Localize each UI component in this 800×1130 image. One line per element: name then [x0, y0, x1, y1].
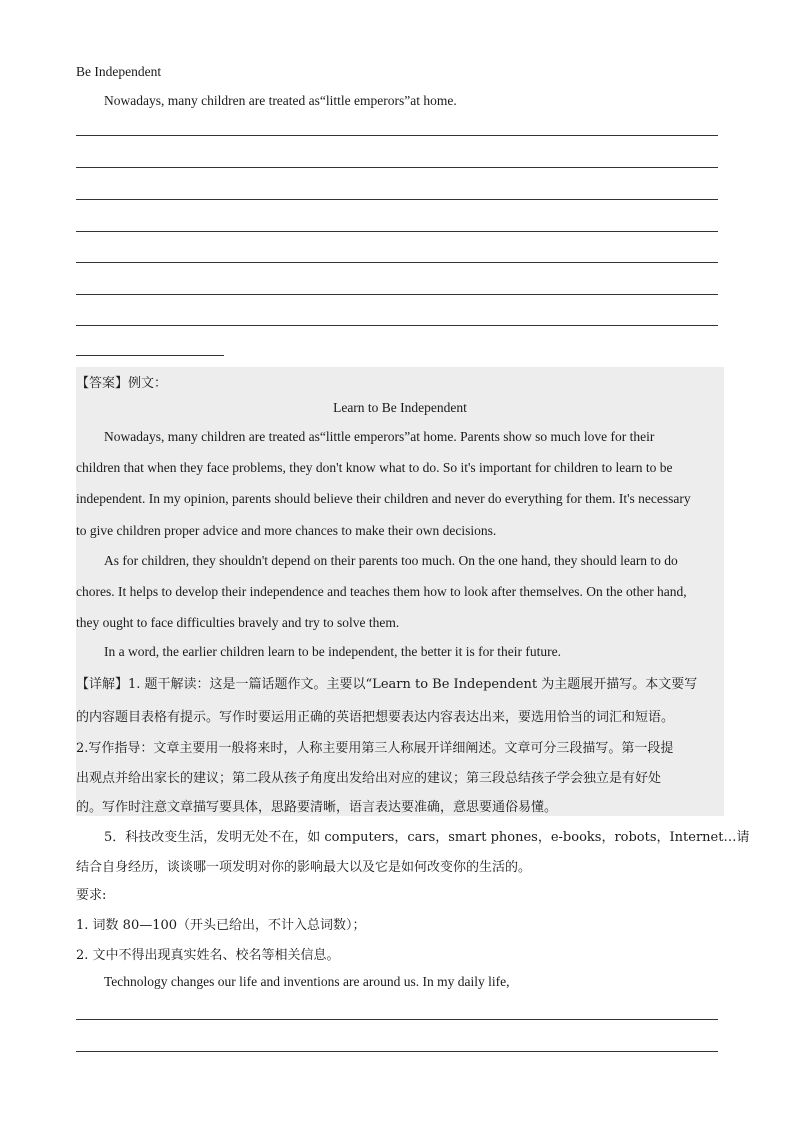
q5-requirement: 2. 文中不得出现真实姓名、校名等相关信息。 [76, 948, 340, 963]
q5-opening: Technology changes our life and inventions are around us. In my daily life, [104, 974, 510, 989]
answer-line [76, 135, 718, 136]
essay-line: to give children proper advice and more chances to make their own decisions. [76, 523, 497, 538]
essay-line: they ought to face difficulties bravely and try to solve them. [76, 615, 400, 630]
answer-label: 【答案】例文： [76, 376, 168, 391]
answer-line-short [76, 355, 224, 356]
essay-line: Nowadays, many children are treated as“little emperors”at home. Parents show so much love for their [104, 429, 655, 444]
answer-line [76, 167, 718, 168]
essay-line: As for children, they shouldn't depend on their parents too much. On the one hand, they should learn to do [104, 553, 678, 568]
q4-opening: Nowadays, many children are treated as“little emperors”at home. [104, 93, 457, 108]
answer-line [76, 325, 718, 326]
essay-line: In a word, the earlier children learn to be independent, the better it is for their future. [104, 644, 561, 659]
q4-title: Be Independent [76, 64, 162, 79]
q5-prompt: 结合自身经历，谈谈哪一项发明对你的影响最大以及它是如何改变你的生活的。 [76, 860, 532, 875]
answer-line [76, 199, 718, 200]
detail-line: 出观点并给出家长的建议；第二段从孩子角度出发给出对应的建议；第三段总结孩子学会独立是有好处 [76, 771, 662, 786]
answer-line [76, 231, 718, 232]
answer-line [76, 1019, 718, 1020]
essay-title: Learn to Be Independent [333, 400, 467, 415]
detail-line: 的内容题目表格有提示。写作时要运用正确的英语把想要表达内容表达出来，要选用恰当的词汇和短语。 [76, 710, 675, 725]
detail-line: 的。写作时注意文章描写要具体，思路要清晰，语言表达要准确，意思要通俗易懂。 [76, 800, 558, 815]
q5-requirements-label: 要求: [76, 888, 107, 903]
detail-line: 【详解】1. 题干解读：这是一篇话题作文。主要以“Learn to Be Independent 为主题展开描写。本文要写 [76, 677, 698, 692]
essay-line: independent. In my opinion, parents should believe their children and never do everything for them. It's necessary [76, 491, 691, 506]
essay-line: children that when they face problems, they don't know what to do. So it's important for children to learn to be [76, 460, 673, 475]
detail-line: 2.写作指导：文章主要用一般将来时，人称主要用第三人称展开详细阐述。文章可分三段描写。第一段提 [76, 741, 674, 756]
q5-requirement: 1. 词数 80—100（开头已给出，不计入总词数）； [76, 918, 366, 933]
answer-line [76, 1051, 718, 1052]
essay-line: chores. It helps to develop their independence and teaches them how to look after themselves. On the other hand, [76, 584, 687, 599]
answer-line [76, 262, 718, 263]
answer-line [76, 294, 718, 295]
q5-prompt: 5．科技改变生活，发明无处不在，如 computers，cars，smart phones，e-books，robots，Internet…请 [104, 830, 750, 845]
